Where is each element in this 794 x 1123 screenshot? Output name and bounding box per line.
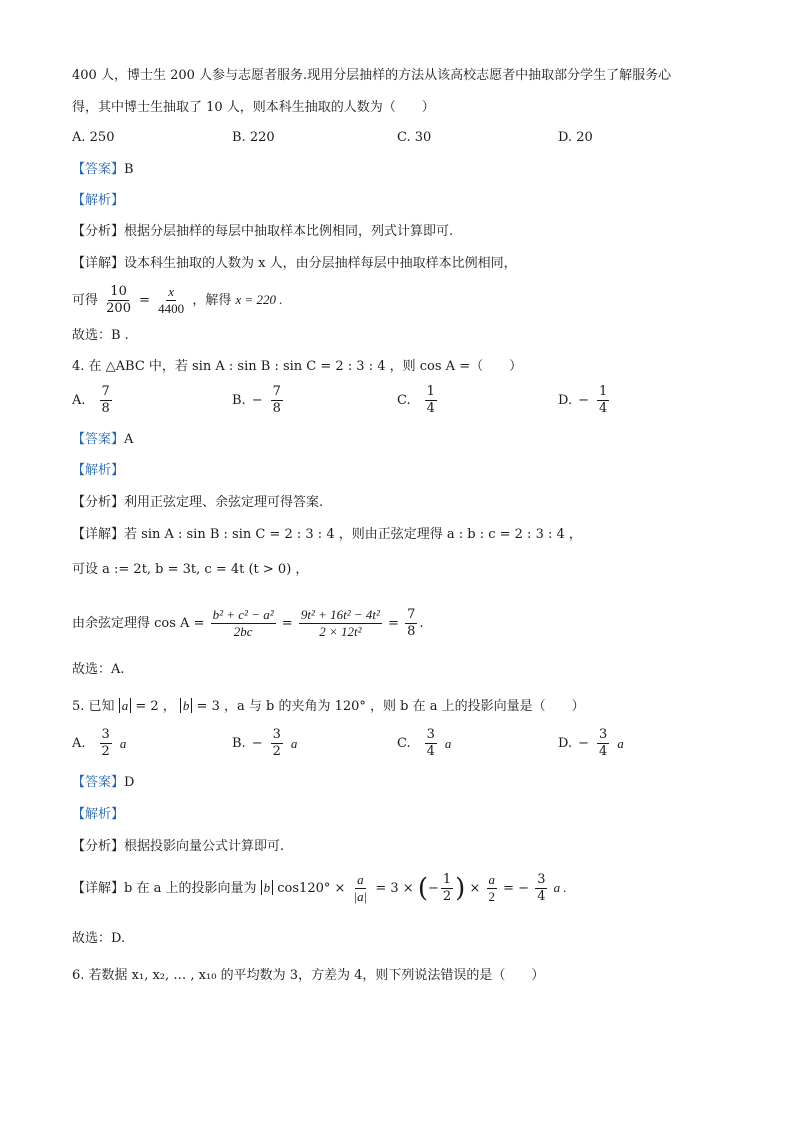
fraction bbox=[597, 727, 609, 760]
vector-a: a bbox=[290, 735, 298, 751]
fenxi-tag: 【分析】 bbox=[72, 224, 125, 239]
analysis-tag: 【解析】 bbox=[72, 463, 125, 478]
option-label: B. bbox=[232, 736, 246, 751]
fraction bbox=[100, 727, 112, 760]
option-label: D. bbox=[558, 393, 573, 408]
fraction-denominator: 4 bbox=[599, 744, 608, 759]
fraction-numerator: 3 bbox=[101, 727, 110, 742]
stem-text: 5. 已知 bbox=[72, 699, 115, 714]
q6-stem: 6. 若数据 x₁, x₂, … , x₁₀ 的平均数为 3，方差为 4，则下列说法错误的是（ ） bbox=[72, 968, 545, 983]
equals-sign: = bbox=[139, 293, 151, 308]
fraction-denominator: 2 bbox=[101, 744, 110, 759]
vector-a: a bbox=[617, 735, 624, 751]
q3-option-b: B. 220 bbox=[232, 130, 275, 145]
fraction-numerator: a bbox=[488, 872, 495, 887]
q4-fenxi bbox=[72, 494, 323, 512]
fraction-denominator: 2 bbox=[488, 889, 495, 904]
q4-set-line: 可设 a := 2t, b = 3t, c = 4t (t > 0) ， bbox=[72, 562, 309, 577]
xiangjie-text: b 在 a 上的投影向量为 bbox=[124, 881, 257, 896]
paren-close: ) bbox=[455, 873, 466, 904]
equals-sign: = bbox=[281, 616, 293, 631]
option-label: C. bbox=[397, 393, 411, 408]
q4-options bbox=[72, 384, 732, 424]
abs-vector-a: a bbox=[119, 698, 132, 713]
equals-sign: = bbox=[388, 616, 399, 631]
vector-a: a bbox=[444, 735, 452, 751]
option-label: B. bbox=[232, 393, 246, 408]
answer-tag: 【答案】 bbox=[72, 775, 125, 790]
q5-fenxi bbox=[72, 838, 284, 856]
cos-prefix: 由余弦定理得 cos A = bbox=[72, 616, 205, 631]
fraction-numerator: b² + c² − a² bbox=[212, 607, 274, 622]
q4-conclusion: 故选：A. bbox=[72, 662, 125, 677]
fraction-denominator: 2bc bbox=[233, 624, 253, 639]
q5-projection bbox=[72, 868, 567, 909]
fraction-denominator: 8 bbox=[407, 624, 416, 639]
fraction-numerator: a bbox=[357, 872, 364, 887]
fraction-numerator: 1 bbox=[426, 384, 435, 399]
q5-options bbox=[72, 727, 732, 767]
q4-answer bbox=[72, 431, 133, 449]
fraction-denominator: 2 bbox=[442, 889, 452, 904]
q5-stem bbox=[72, 697, 585, 716]
q3-fenxi bbox=[72, 223, 453, 241]
fraction bbox=[597, 384, 609, 417]
q4-xiangjie bbox=[72, 526, 582, 544]
fraction-numerator: 7 bbox=[407, 607, 416, 622]
xiangjie-text: 若 sin A : sin B : sin C = 2 : 3 : 4 ，则由正弦定理得 a : b : c = 2 : 3 : 4 ， bbox=[124, 527, 582, 542]
option-label: A. bbox=[72, 393, 86, 408]
minus-sign: − bbox=[427, 881, 439, 896]
fraction bbox=[405, 607, 417, 640]
q3-equation bbox=[72, 281, 283, 320]
fraction-denominator: 2 bbox=[272, 744, 281, 759]
result-text: x = 220 . bbox=[235, 292, 283, 307]
fraction-numerator: 7 bbox=[101, 384, 110, 399]
fraction-numerator: 1 bbox=[442, 872, 452, 887]
fraction bbox=[425, 384, 437, 417]
fraction bbox=[271, 384, 283, 417]
answer-value: B bbox=[124, 162, 134, 177]
xiangjie-tag: 【详解】 bbox=[72, 881, 125, 896]
fraction bbox=[487, 872, 498, 905]
fraction-denominator: |a| bbox=[353, 889, 368, 904]
option-label: C. bbox=[397, 736, 411, 751]
fraction-numerator: 3 bbox=[599, 727, 608, 742]
option-sign: − bbox=[251, 393, 263, 408]
q4-option-a bbox=[72, 384, 114, 417]
fenxi-tag: 【分析】 bbox=[72, 495, 125, 510]
xiangjie-tag: 【详解】 bbox=[72, 527, 125, 542]
q3-stem-line1: 400 人，博士生 200 人参与志愿者服务.现用分层抽样的方法从该高校志愿者中抽取部分学生了解服务心 bbox=[72, 68, 672, 83]
q5-analysis-tag bbox=[72, 806, 124, 824]
fenxi-text: 根据投影向量公式计算即可. bbox=[124, 839, 285, 854]
fraction-numerator: 1 bbox=[599, 384, 608, 399]
q3-options bbox=[72, 130, 732, 170]
q4-option-c bbox=[397, 384, 439, 417]
q3-option-a: A. 250 bbox=[72, 130, 115, 145]
q3-answer bbox=[72, 161, 134, 179]
abs-vector-b: b bbox=[180, 698, 193, 713]
q5-conclusion: 故选：D. bbox=[72, 931, 126, 946]
q3-option-c: C. 30 bbox=[397, 130, 432, 145]
fraction bbox=[352, 872, 370, 905]
fraction bbox=[441, 872, 453, 905]
stem-text: = 3 ，a 与 b 的夹角为 120° ，则 b 在 a 上的投影向量是（ ） bbox=[196, 699, 585, 714]
q4-option-d bbox=[558, 384, 611, 417]
q3-xiangjie bbox=[72, 255, 517, 273]
answer-tag: 【答案】 bbox=[72, 432, 125, 447]
paren-open: ( bbox=[417, 873, 428, 904]
option-sign: − bbox=[578, 393, 589, 408]
fenxi-tag: 【分析】 bbox=[72, 839, 125, 854]
fraction bbox=[211, 607, 276, 640]
mid-text: = 3 × bbox=[375, 881, 414, 896]
fraction-numerator: 7 bbox=[272, 384, 281, 399]
fraction bbox=[156, 284, 186, 317]
option-sign: − bbox=[251, 736, 263, 751]
fraction-numerator: 3 bbox=[272, 727, 281, 742]
fraction-numerator: x bbox=[168, 284, 175, 299]
fraction-denominator: 200 bbox=[106, 301, 131, 316]
vector-a: a bbox=[119, 735, 127, 751]
fraction-numerator: 10 bbox=[110, 284, 127, 299]
fraction-denominator: 4 bbox=[426, 401, 435, 416]
fraction bbox=[104, 284, 133, 317]
q3-stem-line2: 得，其中博士生抽取了 10 人，则本科生抽取的人数为（ ） bbox=[72, 100, 435, 115]
solve-text: ，解得 bbox=[192, 293, 232, 308]
fraction-denominator: 8 bbox=[272, 401, 281, 416]
fraction bbox=[100, 384, 112, 417]
q4-analysis-tag bbox=[72, 462, 124, 480]
q5-option-b bbox=[232, 727, 297, 760]
period: . bbox=[419, 616, 424, 631]
option-label: D. bbox=[558, 736, 573, 751]
ke-de-text: 可得 bbox=[72, 293, 99, 308]
answer-tag: 【答案】 bbox=[72, 162, 125, 177]
q5-option-d bbox=[558, 727, 624, 760]
xiangjie-tag: 【详解】 bbox=[72, 256, 125, 271]
fraction-denominator: 8 bbox=[101, 401, 110, 416]
vector-a: a . bbox=[553, 880, 567, 895]
answer-value: A bbox=[124, 432, 134, 447]
fraction-denominator: 4 bbox=[599, 401, 608, 416]
q3-conclusion: 故选：B . bbox=[72, 328, 129, 343]
option-sign: − bbox=[578, 736, 589, 751]
fenxi-text: 根据分层抽样的每层中抽取样本比例相同，列式计算即可. bbox=[124, 224, 454, 239]
fraction-denominator: 4400 bbox=[158, 301, 185, 316]
fenxi-text: 利用正弦定理、余弦定理可得答案. bbox=[124, 495, 324, 510]
fraction-numerator: 3 bbox=[537, 872, 546, 887]
q5-option-a bbox=[72, 727, 126, 760]
q4-cos-equation bbox=[72, 604, 424, 644]
q3-analysis-tag bbox=[72, 192, 124, 210]
abs-vector-b: b bbox=[261, 880, 274, 895]
equals-sign: = − bbox=[503, 881, 530, 896]
answer-value: D bbox=[124, 775, 135, 790]
times-sign: × bbox=[469, 881, 481, 896]
fraction-denominator: 4 bbox=[537, 889, 546, 904]
cos-text: cos120° × bbox=[277, 881, 346, 896]
analysis-tag: 【解析】 bbox=[72, 807, 125, 822]
q3-option-d: D. 20 bbox=[558, 130, 593, 145]
q4-stem: 4. 在 △ABC 中，若 sin A : sin B : sin C = 2 : 3 : 4 ，则 cos A =（ ） bbox=[72, 359, 523, 374]
fraction bbox=[271, 727, 283, 760]
fraction bbox=[425, 727, 437, 760]
stem-text: = 2 ， bbox=[135, 699, 176, 714]
option-label: A. bbox=[72, 736, 86, 751]
analysis-tag: 【解析】 bbox=[72, 193, 125, 208]
xiangjie-text: 设本科生抽取的人数为 x 人，由分层抽样每层中抽取样本比例相同， bbox=[124, 256, 517, 271]
fraction-numerator: 3 bbox=[426, 727, 435, 742]
q4-option-b bbox=[232, 384, 285, 417]
fraction-denominator: 4 bbox=[426, 744, 435, 759]
q5-answer bbox=[72, 774, 134, 792]
fraction bbox=[299, 607, 382, 640]
fraction-denominator: 2 × 12t² bbox=[319, 624, 362, 639]
fraction-numerator: 9t² + 16t² − 4t² bbox=[300, 607, 380, 622]
fraction bbox=[535, 872, 547, 905]
q5-option-c bbox=[397, 727, 451, 760]
